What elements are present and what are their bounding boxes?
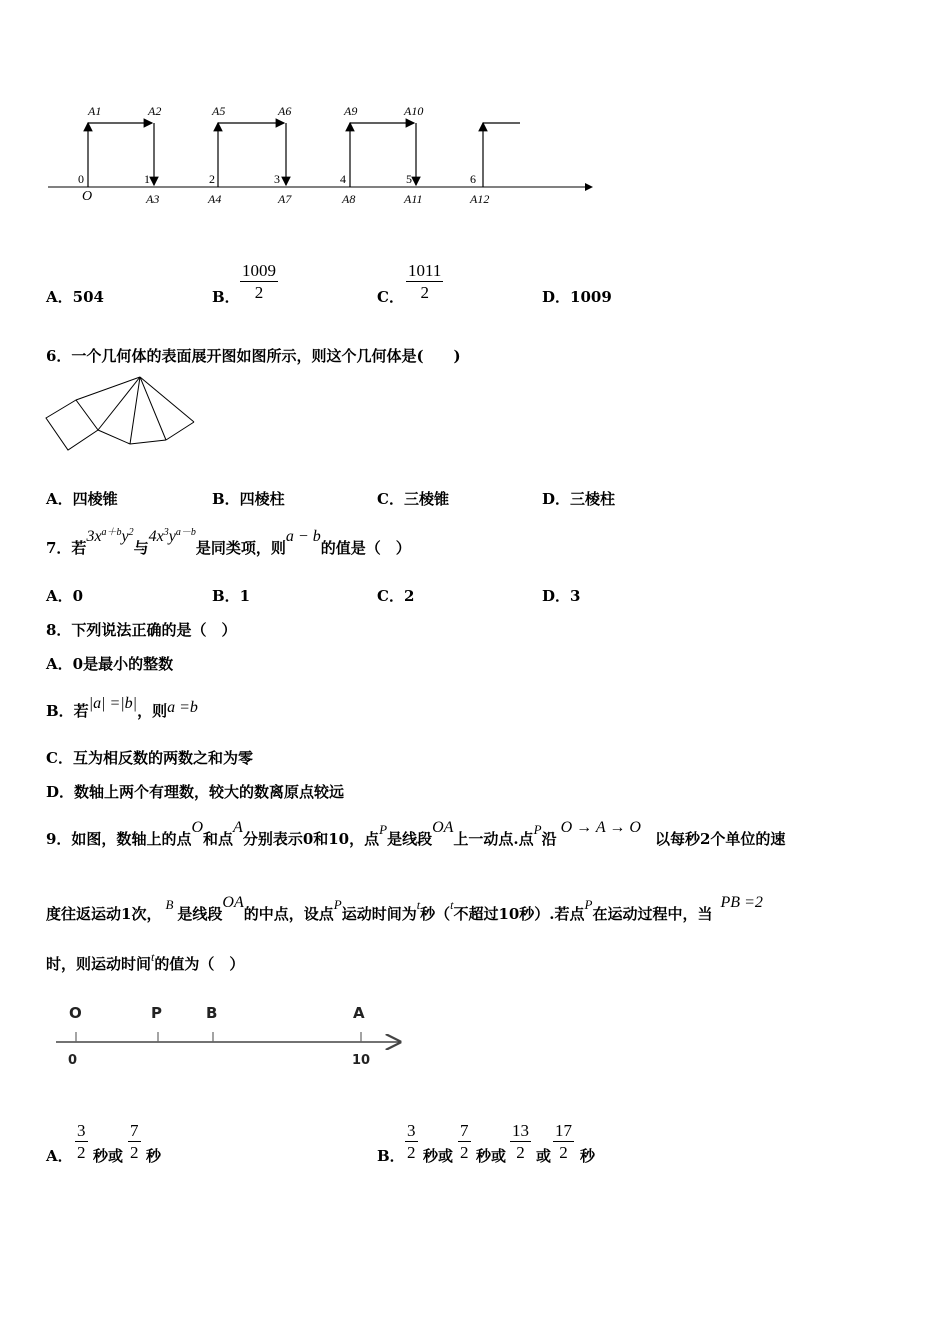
math-var: O: [191, 819, 204, 836]
q9-b-word-3: 或: [536, 1147, 552, 1165]
stem-text: 度往返运动1次，: [46, 905, 162, 923]
q6-option-a[interactable]: A．四棱锥: [46, 490, 118, 508]
option-text: B．若: [46, 702, 89, 720]
q9-b-frac-4: [553, 1121, 574, 1164]
math-text: 3x: [86, 528, 102, 545]
tick-ten: 10: [352, 1053, 371, 1068]
math-var: OA: [432, 819, 454, 836]
q9-b-word-2: 秒或: [476, 1147, 507, 1165]
label-a8: A8: [342, 192, 356, 206]
denominator: 2: [77, 1143, 86, 1162]
stem-text: 时，则运动时间: [46, 955, 152, 973]
tick-6: 6: [470, 172, 476, 186]
math-text: y: [121, 528, 129, 545]
math-expr: a =b: [167, 699, 198, 716]
math-sup: 3: [163, 527, 169, 538]
label-a5: A5: [212, 104, 226, 118]
q8-option-c[interactable]: C．互为相反数的两数之和为零: [46, 749, 253, 767]
denominator: 2: [407, 1143, 416, 1162]
numerator: 3: [407, 1121, 416, 1140]
point-b: B: [206, 1004, 218, 1022]
option-letter: D．: [542, 288, 571, 306]
numerator: 3: [77, 1121, 86, 1140]
math-var: t: [416, 898, 421, 912]
tick-3: 3: [274, 172, 280, 186]
denominator: 2: [559, 1143, 568, 1162]
q9-b-frac-1: [405, 1121, 418, 1164]
q7-option-d[interactable]: D．3: [542, 587, 581, 605]
math-sup: a＋b: [101, 527, 122, 538]
point-o: O: [69, 1004, 82, 1022]
q6-option-b[interactable]: B．四棱柱: [212, 490, 285, 508]
stem-text: 分别表示0和10，点: [242, 830, 380, 848]
label-a3: A3: [146, 192, 160, 206]
math-text: y: [168, 528, 176, 545]
denominator: 2: [420, 283, 429, 302]
q5-option-c[interactable]: [377, 286, 404, 307]
option-letter: A．: [46, 1147, 73, 1165]
path-segments: [88, 123, 520, 187]
q9-b-word-1: 秒或: [423, 1147, 454, 1165]
q9-stem-line1: [46, 819, 786, 849]
math-var: B: [165, 897, 174, 912]
net-figure: [40, 370, 200, 455]
stem-text: 9．如图，数轴上的点: [46, 830, 192, 848]
q5-option-d[interactable]: [542, 286, 612, 307]
math-var: P: [584, 897, 593, 912]
q5-option-c-fraction: [406, 261, 443, 304]
numerator: 13: [512, 1121, 529, 1140]
math-var: t: [151, 950, 155, 964]
option-letter: B．: [377, 1147, 405, 1165]
math-var: P: [379, 822, 388, 837]
q8-option-b[interactable]: [46, 695, 198, 721]
stem-text: 的中点，设点: [243, 905, 334, 923]
q7-stem: [46, 527, 411, 558]
label-a9: A9: [344, 104, 358, 118]
q5-option-b[interactable]: [212, 286, 240, 307]
q9-b-frac-2: [458, 1121, 471, 1164]
q7-term2: [149, 527, 196, 545]
q7-expr: a − b: [285, 528, 321, 545]
q7-term1: [86, 527, 133, 545]
label-a10: A10: [404, 104, 424, 118]
math-expr: O → A → O: [560, 819, 641, 836]
option-letter: B．: [212, 288, 240, 306]
math-expr: PB =2: [720, 894, 763, 911]
math-var: t: [450, 898, 454, 912]
point-p: P: [151, 1004, 162, 1022]
math-var: P: [333, 897, 342, 912]
numerator: 1009: [242, 261, 276, 280]
tick-1: 1: [144, 172, 150, 186]
option-value: 1009: [570, 288, 612, 306]
math-var: A: [233, 819, 243, 836]
denominator: 2: [516, 1143, 525, 1162]
q7-tail: 的值是（ ）: [320, 539, 411, 557]
q7-mid: 是同类项，则: [195, 539, 286, 557]
option-text: ，则: [137, 702, 168, 720]
label-a11: A11: [404, 192, 423, 206]
stem-text: 上一动点.点: [453, 830, 534, 848]
tick-4: 4: [340, 172, 346, 186]
stem-text: 不超过10秒）.若点: [453, 905, 585, 923]
q9-a-frac-2: [128, 1121, 141, 1164]
denominator: 2: [130, 1143, 139, 1162]
q9-number-line: [50, 1000, 410, 1072]
path-number-line-figure: [40, 95, 600, 215]
numerator: 7: [130, 1121, 139, 1140]
q6-option-c[interactable]: C．三棱锥: [377, 490, 449, 508]
tick-0: 0: [78, 172, 84, 186]
stem-text: 和点: [203, 830, 234, 848]
q8-option-a[interactable]: A．0是最小的整数: [46, 655, 174, 673]
q8-stem: 8．下列说法正确的是（ ）: [46, 621, 237, 639]
stem-text: 的值为（ ）: [154, 955, 245, 973]
label-a6: A6: [278, 104, 292, 118]
label-a1: A1: [88, 104, 102, 118]
numerator: 17: [555, 1121, 572, 1140]
q7-option-b[interactable]: B．1: [212, 587, 251, 605]
q9-b-word-4: 秒: [580, 1147, 596, 1165]
stem-text: 沿: [541, 830, 557, 848]
label-a12: A12: [470, 192, 490, 206]
numerator: 1011: [408, 261, 442, 280]
stem-text: 是线段: [177, 905, 223, 923]
q9-option-a[interactable]: [46, 1145, 73, 1166]
q7-conj: 与: [133, 539, 149, 557]
q6-stem: 6．一个几何体的表面展开图如图所示，则这个几何体是( ): [46, 347, 461, 365]
math-var: OA: [222, 894, 244, 911]
q9-stem-line3: [46, 950, 245, 974]
tick-5: 5: [406, 172, 412, 186]
q9-option-b[interactable]: [377, 1145, 405, 1166]
denominator: 2: [460, 1143, 469, 1162]
option-letter: C．: [377, 288, 404, 306]
label-a2: A2: [148, 104, 162, 118]
q6-option-d[interactable]: D．三棱柱: [542, 490, 616, 508]
origin-label: O: [82, 189, 93, 204]
stem-text: 在运动过程中，当: [592, 905, 713, 923]
q9-a-word-1: 秒或: [93, 1147, 124, 1165]
q5-option-b-fraction: [240, 261, 278, 304]
q5-option-a[interactable]: [46, 286, 104, 307]
point-a: A: [353, 1004, 365, 1022]
math-var: P: [533, 822, 542, 837]
q9-a-frac-1: [75, 1121, 88, 1164]
stem-text: 以每秒2个单位的速: [654, 830, 786, 848]
q8-option-d[interactable]: D．数轴上两个有理数，较大的数离原点较远: [46, 783, 345, 801]
stem-text: 运动时间为: [341, 905, 417, 923]
label-a4: A4: [208, 192, 222, 206]
numerator: 7: [460, 1121, 469, 1140]
stem-text: 是线段: [387, 830, 433, 848]
q7-option-a[interactable]: A．0: [46, 587, 84, 605]
q9-a-word-2: 秒: [146, 1147, 162, 1165]
stem-text: 秒（: [420, 905, 451, 923]
math-sup: a－b: [175, 527, 196, 538]
math-text: 4x: [148, 528, 164, 545]
option-letter: A．: [46, 288, 73, 306]
q9-stem-line2: [46, 894, 763, 924]
option-value: 504: [72, 288, 104, 306]
math-expr: |a| =|b|: [88, 695, 138, 712]
denominator: 2: [254, 283, 264, 302]
q9-b-frac-3: [510, 1121, 531, 1164]
tick-2: 2: [209, 172, 215, 186]
math-sup: 2: [128, 527, 134, 538]
q7-option-c[interactable]: C．2: [377, 587, 415, 605]
label-a7: A7: [278, 192, 292, 206]
tick-zero: 0: [68, 1053, 78, 1068]
q7-lead: 7．若: [46, 539, 87, 557]
